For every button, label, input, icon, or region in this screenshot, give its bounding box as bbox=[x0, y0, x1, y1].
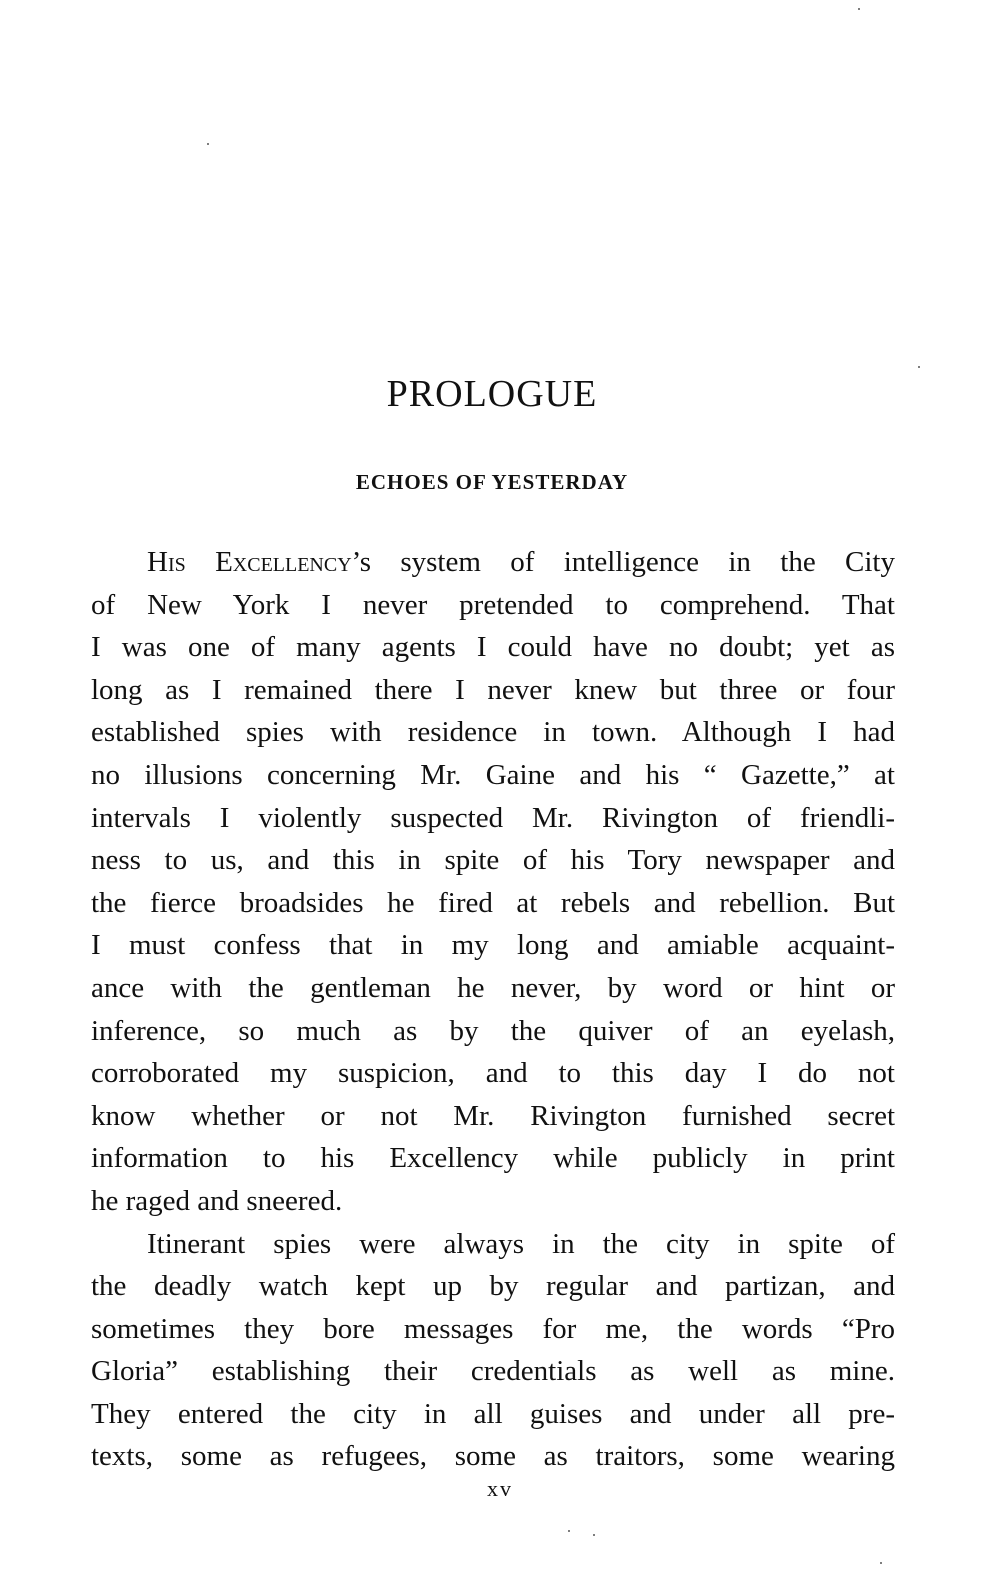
text-line: Gloria” establishing their credentials as well as mine. bbox=[91, 1355, 895, 1388]
chapter-subtitle: ECHOES OF YESTERDAY bbox=[355, 470, 629, 494]
text-line: established spies with residence in town. Although I had bbox=[91, 716, 895, 749]
scan-speck bbox=[918, 366, 920, 368]
text-line: I was one of many agents I could have no doubt; yet as bbox=[91, 631, 895, 664]
text-line: the deadly watch kept up by regular and partizan, and bbox=[91, 1270, 895, 1303]
small-caps-name: His Excellency bbox=[147, 546, 352, 578]
text-line: ness to us, and this in spite of his Tory newspaper and bbox=[91, 844, 895, 877]
body-text bbox=[91, 541, 895, 1478]
text-line: sometimes they bore messages for me, the words “Pro bbox=[91, 1312, 895, 1345]
scan-speck bbox=[207, 143, 209, 145]
text-line: ance with the gentleman he never, by word or hint or bbox=[91, 971, 895, 1004]
paragraph-2-line-1: Itinerant spies were always in the city in spite of bbox=[147, 1227, 895, 1260]
text-line: texts, some as refugees, some as traitors, some wearing bbox=[91, 1440, 895, 1473]
text-line: of New York I never pretended to comprehend. That bbox=[91, 588, 895, 621]
scan-speck bbox=[880, 1562, 882, 1564]
page-number: xv bbox=[487, 1476, 513, 1501]
text-line: information to his Excellency while publicly in print bbox=[91, 1142, 895, 1175]
text-line: the fierce broadsides he fired at rebels and rebellion. But bbox=[91, 886, 895, 919]
text-line: no illusions concerning Mr. Gaine and his “ Gazette,” at bbox=[91, 758, 895, 791]
text-line: long as I remained there I never knew but three or four bbox=[91, 673, 895, 706]
chapter-title: PROLOGUE bbox=[386, 373, 598, 415]
text-line: They entered the city in all guises and under all pre- bbox=[91, 1397, 895, 1430]
text-line: know whether or not Mr. Rivington furnished secret bbox=[91, 1099, 895, 1132]
scan-speck bbox=[593, 1534, 595, 1536]
text-line: inference, so much as by the quiver of an eyelash, bbox=[91, 1014, 895, 1047]
paragraph-1-line-1 bbox=[91, 541, 895, 584]
text-line: intervals I violently suspected Mr. Rivington of friendli- bbox=[91, 801, 895, 834]
scan-speck bbox=[568, 1530, 570, 1532]
paragraph-1-last-line: he raged and sneered. bbox=[91, 1184, 343, 1217]
scan-speck bbox=[858, 8, 860, 10]
first-line-rest: ’s system of intelligence in the City bbox=[351, 546, 895, 578]
text-line: corroborated my suspicion, and to this day I do not bbox=[91, 1057, 895, 1090]
text-line: I must confess that in my long and amiable acquaint- bbox=[91, 929, 895, 962]
